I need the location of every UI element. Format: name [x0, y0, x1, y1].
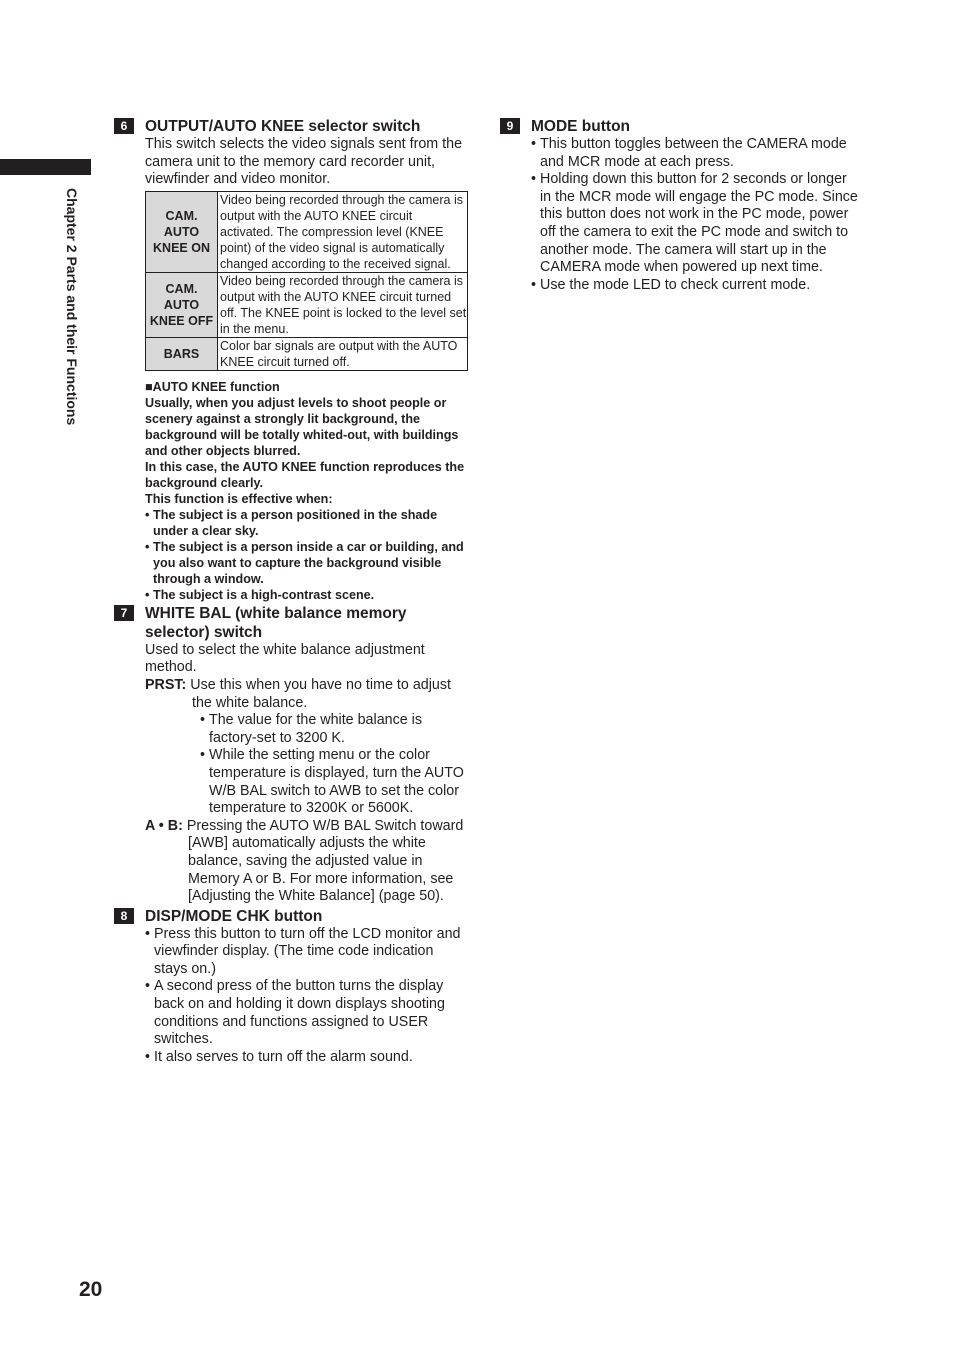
section-6-title: OUTPUT/AUTO KNEE selector switch: [145, 118, 421, 135]
section-8-title: DISP/MODE CHK button: [145, 907, 323, 925]
list-item: • Press this button to turn off the LCD monitor and viewfinder display. (The time code indication stays on.): [145, 926, 470, 979]
section-6-number: 6: [114, 118, 134, 134]
section-8-number: 8: [114, 908, 134, 924]
table-row-desc: Video being recorded through the camera is output with the AUTO KNEE circuit turned off. The KNEE point is locked to the level set in the menu.: [218, 272, 468, 337]
section-8-heading: [114, 907, 470, 926]
table-row-label: CAM. AUTO KNEE ON: [146, 191, 218, 272]
note-title: ■AUTO KNEE function: [145, 379, 280, 394]
list-item: • The subject is a person positioned in the shade under a clear sky.: [145, 507, 470, 539]
section-7-body: Used to select the white balance adjustment method. PRST: Use this when you have no time to adjust the white balance. • The value for the white balance is factory-set to 3200 K. • While the setting menu or the color temperature is displayed, turn the AUTO W/B BAL switch to AWB to set the color temperature to 3200K or 5600K. A • B: Pressing the AUTO W/B BAL Switch toward [AWB] automatically adjusts the white balance, saving the adjusted value in Memory A or B. For more information, see [Adjusting the White Balance] (page 50).: [114, 642, 470, 906]
table-row: [146, 337, 468, 370]
list-item: • The value for the white balance is factory-set to 3200 K.: [200, 712, 470, 747]
table-row: [146, 272, 468, 337]
chapter-tab-bar: [0, 159, 91, 175]
left-column: [114, 117, 470, 1066]
list-item: • Holding down this button for 2 seconds or longer in the MCR mode will engage the PC mode. Since this button does not work in the PC mode, power off the camera to exit the PC mode and switch to another mode. The camera will start up in the CAMERA mode when powered up next time.: [531, 171, 860, 277]
prst-bullets: [145, 712, 470, 818]
section-7-heading: [114, 604, 470, 642]
section-9-heading: [500, 117, 860, 136]
list-item: • While the setting menu or the color temperature is displayed, turn the AUTO W/B BAL switch to AWB to set the color temperature to 3200K or 5600K.: [200, 747, 470, 817]
section-7-title: WHITE BAL (white balance memory selector) switch: [145, 604, 407, 641]
list-item: • A second press of the button turns the display back on and holding it down displays shooting conditions and functions assigned to USER switches.: [145, 978, 470, 1048]
note-paragraph: In this case, the AUTO KNEE function reproduces the background clearly.: [145, 459, 465, 490]
table-row-desc: Video being recorded through the camera is output with the AUTO KNEE circuit activated. The compression level (KNEE point) of the video signal is automatically changed according to the received signal.: [218, 191, 468, 272]
right-column: [500, 117, 860, 294]
section-6-heading: [114, 117, 470, 136]
table-row-desc: Color bar signals are output with the AUTO KNEE circuit turned off.: [218, 337, 468, 370]
section-8-body: [114, 926, 470, 1067]
ab-term: [145, 818, 470, 906]
note-paragraph: Usually, when you adjust levels to shoot people or scenery against a strongly lit background, the background will be totally whited-out, with buildings and other objects blurred.: [145, 395, 459, 458]
note-paragraph: This function is effective when:: [145, 491, 333, 506]
ab-text: Pressing the AUTO W/B BAL Switch toward [AWB] automatically adjusts the white balance, saving the adjusted value in Memory A or B. For more information, see [Adjusting the White Balance] (page 50).: [186, 817, 464, 905]
auto-knee-note: [114, 379, 470, 603]
list-item: • The subject is a person inside a car or building, and you also want to capture the background visible through a window.: [145, 539, 470, 587]
prst-term: [145, 677, 470, 712]
table-row-label: CAM. AUTO KNEE OFF: [146, 272, 218, 337]
ab-label: A • B:: [145, 817, 183, 834]
list-item: • Use the mode LED to check current mode.: [531, 277, 860, 295]
section-9-body: [500, 136, 860, 294]
list-item: • The subject is a high-contrast scene.: [145, 587, 470, 603]
section-9-title: MODE button: [531, 118, 631, 135]
list-item: • It also serves to turn off the alarm sound.: [145, 1049, 470, 1067]
table-row-label: BARS: [146, 337, 218, 370]
page-number: 20: [79, 1278, 103, 1301]
list-item: • This button toggles between the CAMERA mode and MCR mode at each press.: [531, 136, 860, 171]
section-6-intro: This switch selects the video signals sent from the camera unit to the memory card recorder unit, viewfinder and video monitor.: [145, 136, 463, 188]
prst-label: PRST:: [145, 676, 187, 693]
chapter-label: Chapter 2 Parts and their Functions: [64, 188, 80, 426]
section-7-number: 7: [114, 605, 134, 621]
table-row: [146, 191, 468, 272]
section-9-number: 9: [500, 118, 520, 134]
auto-knee-table: [145, 191, 468, 371]
prst-text: Use this when you have no time to adjust the white balance.: [190, 676, 451, 711]
